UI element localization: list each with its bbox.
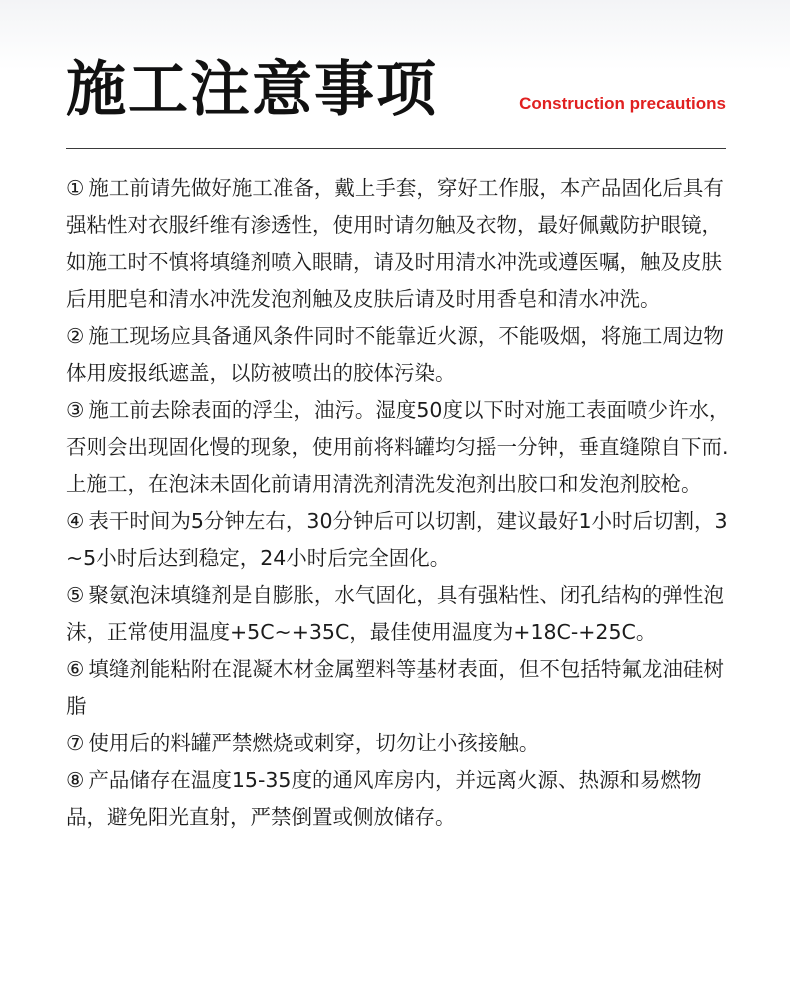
- item-number: ①: [66, 176, 85, 200]
- item-text: 使用后的料罐严禁燃烧或刺穿，切勿让小孩接触。: [88, 731, 540, 755]
- item-number: ⑤: [66, 583, 85, 607]
- precaution-item: [66, 392, 738, 503]
- item-number: ④: [66, 509, 85, 533]
- item-number: ⑧: [66, 768, 85, 792]
- item-number: ⑥: [66, 657, 85, 681]
- item-text: 施工现场应具备通风条件同时不能靠近火源，不能吸烟，将施工周边物体用废报纸遮盖，以防被喷出的胶体污染。: [66, 324, 724, 385]
- title-divider: [66, 148, 726, 149]
- precaution-item: [66, 577, 738, 651]
- item-number: ③: [66, 398, 85, 422]
- item-text: 施工前去除表面的浮尘，油污。湿度50度以下时对施工表面喷少许水，否则会出现固化慢的现象，使用前将料罐均匀摇一分钟，垂直缝隙自下而.上施工，在泡沫未固化前请用清洗剂清洗发泡剂出胶口和发泡剂胶枪。: [66, 398, 730, 496]
- precaution-item: [66, 762, 738, 836]
- item-text: 产品储存在温度15-35度的通风库房内，并远离火源、热源和易燃物品，避免阳光直射，严禁倒置或侧放储存。: [66, 768, 702, 829]
- precaution-item: [66, 503, 738, 577]
- precautions-list: [66, 170, 738, 836]
- header: [66, 50, 726, 130]
- item-number: ⑦: [66, 731, 85, 755]
- item-number: ②: [66, 324, 85, 348]
- page-title: 施工注意事项: [66, 55, 438, 125]
- item-text: 表干时间为5分钟左右，30分钟后可以切割，建议最好1小时后切割，3~5小时后达到稳定，24小时后完全固化。: [66, 509, 728, 570]
- item-text: 填缝剂能粘附在混凝木材金属塑料等基材表面，但不包括特氟龙油硅树脂: [66, 657, 724, 718]
- item-text: 施工前请先做好施工准备，戴上手套，穿好工作服，本产品固化后具有强粘性对衣服纤维有渗透性，使用时请勿触及衣物，最好佩戴防护眼镜，如施工时不慎将填缝剂喷入眼睛，请及时用清水冲洗或遵医嘱，触及皮肤后用肥皂和清水冲洗发泡剂触及皮肤后请及时用香皂和清水冲洗。: [66, 176, 724, 311]
- precaution-item: [66, 318, 738, 392]
- item-text: 聚氨泡沫填缝剂是自膨胀，水气固化，具有强粘性、闭孔结构的弹性泡沫，正常使用温度+5C~+35C，最佳使用温度为+18C-+25C。: [66, 583, 724, 644]
- precaution-item: [66, 725, 738, 762]
- precaution-item: [66, 651, 738, 725]
- page-subtitle: Construction precautions: [519, 94, 726, 113]
- precaution-item: [66, 170, 738, 318]
